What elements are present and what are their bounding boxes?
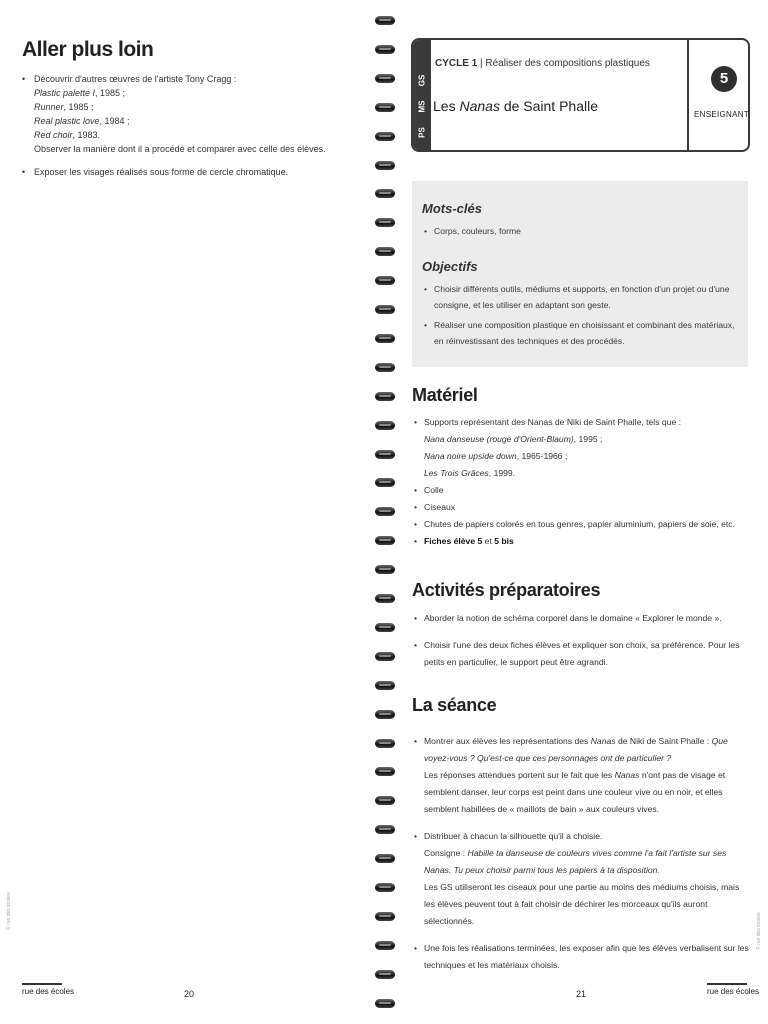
spiral-coil — [375, 421, 395, 430]
aller-plus-loin-title: Aller plus loin — [22, 38, 154, 61]
left-page — [0, 0, 372, 1024]
prep-list — [414, 610, 750, 671]
s1-answer-a: Les réponses attendues portent sur le fait que les — [424, 770, 615, 780]
nana-year: , 1965-1966 ; — [516, 451, 568, 461]
list-item: • Une fois les réalisations terminées, les exposer afin que les élèves verbalisent sur les techniques et les matériaux choisis. — [414, 940, 750, 974]
spiral-coil — [375, 189, 395, 198]
spiral-coil — [375, 247, 395, 256]
spiral-coil — [375, 276, 395, 285]
spiral-coil — [375, 334, 395, 343]
aller-plus-loin-list — [22, 72, 352, 188]
fiches-b: 5 bis — [494, 536, 514, 546]
level-band — [413, 40, 431, 150]
logo-bar — [707, 983, 747, 985]
title-pre: Les — [433, 98, 460, 114]
lesson-title — [433, 98, 598, 114]
list-item — [414, 733, 750, 818]
materiel-intro: Supports représentant des Nanas de Niki de Saint Phalle, tels que : — [424, 417, 682, 427]
brand-text: rue des écoles — [22, 987, 75, 996]
nana-line — [424, 465, 750, 482]
item-intro: Découvrir d'autres œuvres de l'artiste Tony Cragg : — [34, 74, 237, 84]
nana-title: Nana danseuse (rouge d'Orient-Blaum) — [424, 434, 574, 444]
list-item: • Réaliser une composition plastique en choisissant et combinant des matériaux, en réinvestissant des techniques et des procédés. — [424, 317, 742, 349]
cycle-text: | Réaliser des compositions plastiques — [477, 58, 650, 69]
keywords-objectives-box — [412, 181, 748, 367]
level-ms: MS — [417, 100, 427, 113]
activites-preparatoires-title: Activités préparatoires — [412, 580, 601, 600]
materiel-title: Matériel — [412, 385, 478, 405]
page-number-right: 21 — [576, 989, 587, 999]
fiches-a: Fiches élève 5 — [424, 536, 483, 546]
spiral-coil — [375, 392, 395, 401]
work-title: Plastic palette I — [34, 88, 96, 98]
work-year: , 1985 ; — [63, 102, 94, 112]
seance-list — [414, 733, 750, 974]
list-item: • Ciseaux — [414, 499, 750, 516]
s1-answer-b: n'ont pas de visage et semblent danser, leur corps est peint dans une couleur vive ou en noir, et elles semblent habillées de « maillots de bain » aux couleurs vives. — [424, 770, 726, 814]
s1-text: de Niki de Saint Phalle : — [615, 736, 712, 746]
spiral-coil — [375, 132, 395, 141]
spiral-coil — [375, 74, 395, 83]
spiral-coil — [375, 623, 395, 632]
s2-consigne — [424, 845, 750, 879]
item-outro: Observer la manière dont il a procédé et comparer avec celle des élèves. — [34, 144, 326, 154]
work-line — [34, 114, 352, 128]
spiral-coil — [375, 796, 395, 805]
spiral-coil — [375, 999, 395, 1008]
s1-text: Montrer aux élèves les représentations des — [424, 736, 591, 746]
nana-title: Les Trois Grâces — [424, 468, 489, 478]
s1-answer-nanas: Nanas — [614, 770, 640, 780]
nana-title: Nana noire upside down — [424, 451, 517, 461]
consigne-text: Habille ta danseuse de couleurs vives comme l'a fait l'artiste sur ses Nanas. Tu peux choisir parmi tous les papiers à ta disposition. — [424, 848, 727, 875]
header-divider — [687, 40, 689, 150]
work-line — [34, 86, 352, 100]
list-item — [414, 533, 750, 550]
spiral-coil — [375, 739, 395, 748]
s1-nanas: Nanas — [590, 736, 616, 746]
spiral-coil — [375, 854, 395, 863]
work-year: , 1984 ; — [99, 116, 130, 126]
s1-question: Que voyez-vous ? Qu'est-ce que ces personnages ont de particulier ? — [424, 736, 728, 763]
cycle-label: CYCLE 1 — [435, 58, 478, 69]
work-title: Red choir — [34, 130, 73, 140]
lesson-header — [411, 38, 750, 152]
objectives-list — [424, 281, 742, 353]
spiral-coil — [375, 565, 395, 574]
spiral-coil — [375, 103, 395, 112]
list-item: • Choisir l'une des deux fiches élèves et expliquer son choix, sa préférence. Pour les petits en particulier, le support peut être agrandi. — [414, 637, 750, 671]
work-line — [34, 128, 352, 142]
work-year: , 1985 ; — [95, 88, 126, 98]
spiral-coil — [375, 218, 395, 227]
list-item: • Corps, couleurs, forme — [424, 223, 742, 239]
s1-answer — [424, 767, 750, 818]
spiral-coil — [375, 478, 395, 487]
nana-line — [424, 431, 750, 448]
logo-bar — [22, 983, 62, 985]
s2-gs-text: Les GS utiliseront les ciseaux pour une partie au moins des médiums choisis, mais les élèves peuvent tout à fait choisir de déchirer les morceaux qu'ils auront sélectionnés. — [424, 882, 740, 926]
s2-text: • Distribuer à chacun la silhouette qu'il a choisie. — [424, 831, 603, 841]
list-item — [414, 414, 750, 482]
work-title: Real plastic love — [34, 116, 100, 126]
list-item: • Choisir différents outils, médiums et supports, en fonction d'un projet ou d'une consigne, et les utiliser en adaptant son geste. — [424, 281, 742, 313]
spiral-coil — [375, 970, 395, 979]
spiral-coil — [375, 16, 395, 25]
work-title: Runner — [34, 102, 64, 112]
spiral-coil — [375, 45, 395, 54]
keywords-list — [424, 223, 742, 243]
spiral-coil — [375, 536, 395, 545]
objectives-title: Objectifs — [422, 259, 478, 274]
spiral-coil — [375, 941, 395, 950]
list-item — [22, 165, 352, 179]
nana-year: , 1999. — [488, 468, 516, 478]
cycle-line — [435, 58, 650, 69]
materiel-list — [414, 414, 750, 550]
spiral-coil — [375, 710, 395, 719]
publisher-logo-right — [707, 983, 759, 996]
title-post: de Saint Phalle — [499, 98, 599, 114]
list-item: • Colle — [414, 482, 750, 499]
list-item: • Aborder la notion de schéma corporel dans le domaine « Explorer le monde ». — [414, 610, 750, 627]
brand-text: rue des écoles — [707, 987, 760, 996]
spiral-coil — [375, 681, 395, 690]
la-seance-title: La séance — [412, 695, 497, 715]
spiral-coil — [375, 883, 395, 892]
work-line — [34, 100, 352, 114]
copyright-credit: © rue des écoles — [6, 892, 12, 930]
publisher-logo — [22, 983, 74, 996]
spiral-binding — [372, 8, 396, 1018]
spiral-coil — [375, 507, 395, 516]
spiral-coil — [375, 363, 395, 372]
consigne-label: Consigne : — [424, 848, 468, 858]
item-text: Exposer les visages réalisés sous forme de cercle chromatique. — [34, 167, 289, 177]
spiral-coil — [375, 825, 395, 834]
level-ps: PS — [417, 127, 427, 138]
sheet-number-badge: 5 — [711, 66, 737, 92]
list-item — [22, 72, 352, 156]
list-item — [414, 828, 750, 930]
title-italic: Nanas — [459, 98, 500, 114]
spiral-coil — [375, 161, 395, 170]
copyright-credit-right: © rue des écoles — [756, 912, 762, 950]
audience-label: ENSEIGNANT — [694, 110, 750, 119]
work-year: , 1983. — [72, 130, 101, 140]
nana-year: , 1995 ; — [573, 434, 603, 444]
spiral-coil — [375, 912, 395, 921]
spiral-coil — [375, 305, 395, 314]
level-gs: GS — [417, 74, 427, 87]
spiral-coil — [375, 767, 395, 776]
fiches-et: et — [482, 536, 495, 546]
list-item: • Chutes de papiers colorés en tous genres, papier aluminium, papiers de soie, etc. — [414, 516, 750, 533]
keywords-title: Mots-clés — [422, 201, 482, 216]
spiral-coil — [375, 652, 395, 661]
nana-line — [424, 448, 750, 465]
page-number: 20 — [184, 989, 195, 999]
spiral-coil — [375, 594, 395, 603]
spiral-coil — [375, 450, 395, 459]
